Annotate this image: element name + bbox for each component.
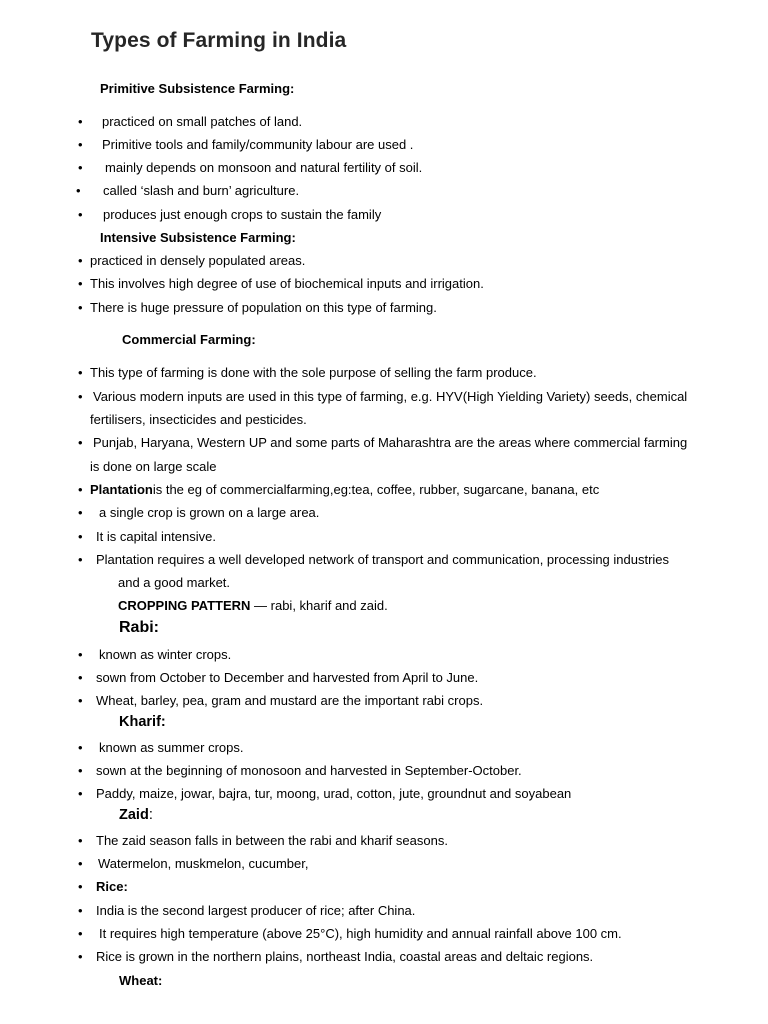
bullet-icon: • [78,529,83,544]
bullet-icon: • [78,365,83,380]
zaid-heading-colon: : [148,807,153,823]
plantation-bold: Plantation [90,482,153,497]
bullet-icon: • [78,137,83,152]
bullet-icon: • [78,763,83,778]
bullet-icon: • [78,389,83,404]
list-item-text: Watermelon, muskmelon, cucumber, [98,856,309,871]
bullet-icon: • [78,276,83,291]
bullet-icon: • [78,740,83,755]
bullet-icon: • [78,670,83,685]
list-item-text: produces just enough crops to sustain the family [103,207,382,222]
list-item-text: Primitive tools and family/community labour are used . [102,137,414,152]
cropping-pattern-rest: — rabi, kharif and zaid. [250,598,388,613]
list-item-text: It is capital intensive. [96,529,216,544]
kharif-heading: Kharif: [119,714,166,730]
zaid-heading [119,807,153,823]
bullet-icon: • [78,856,83,871]
bullet-icon: • [78,926,83,941]
list-item-text: Punjab, Haryana, Western UP and some parts of Maharashtra are the areas where commercial farming [93,435,688,450]
list-item-text: fertilisers, insecticides and pesticides. [90,412,307,427]
list-item-text: and a good market. [118,575,231,590]
page-title: Types of Farming in India [91,29,347,52]
list-item-text: is done on large scale [90,459,217,474]
wheat-heading: Wheat: [119,973,163,988]
list-item-text: known as winter crops. [99,647,232,662]
list-item-text: known as summer crops. [99,740,244,755]
bullet-icon: • [78,693,83,708]
list-item-text: This involves high degree of use of biochemical inputs and irrigation. [90,276,484,291]
bullet-icon: • [78,879,83,894]
list-item-text: sown from October to December and harvested from April to June. [96,670,479,685]
bullet-icon: • [78,207,83,222]
list-item-text: This type of farming is done with the sole purpose of selling the farm produce. [90,365,537,380]
bullet-icon: • [78,300,83,315]
primitive-heading: Primitive Subsistence Farming: [100,81,295,96]
cropping-pattern-bold: CROPPING PATTERN [118,598,251,613]
list-item-text: a single crop is grown on a large area. [99,505,320,520]
bullet-icon: • [78,647,83,662]
rice-heading: Rice: [96,879,128,894]
list-item-text: The zaid season falls in between the rabi and kharif seasons. [96,833,448,848]
bullet-icon: • [78,552,83,567]
list-item-text: India is the second largest producer of rice; after China. [96,903,416,918]
bullet-icon: • [78,786,83,801]
bullet-icon: • [78,833,83,848]
list-item-text: sown at the beginning of monosoon and harvested in September-October. [96,763,522,778]
list-item-text: mainly depends on monsoon and natural fertility of soil. [105,160,423,175]
bullet-icon: • [76,183,81,198]
zaid-heading-text: Zaid [119,807,149,823]
bullet-icon: • [78,505,83,520]
bullet-icon: • [78,482,83,497]
list-item-text: called ‘slash and burn’ agriculture. [103,183,300,198]
bullet-icon: • [78,114,83,129]
commercial-heading: Commercial Farming: [122,332,256,347]
list-item-text: Various modern inputs are used in this type of farming, e.g. HYV(High Yielding Variety) seeds, chemical [93,389,688,404]
bullet-icon: • [78,903,83,918]
list-item-text: It requires high temperature (above 25°C), high humidity and annual rainfall above 100 cm. [99,926,622,941]
list-item-text: Plantation requires a well developed network of transport and communication, processing industries [96,552,670,567]
bullet-icon: • [78,160,83,175]
list-item-text: There is huge pressure of population on this type of farming. [90,300,437,315]
bullet-icon: • [78,253,83,268]
rabi-heading: Rabi: [119,619,159,636]
list-item-text: Paddy, maize, jowar, bajra, tur, moong, urad, cotton, jute, groundnut and soyabean [96,786,572,801]
plantation-rest: is the eg of commercialfarming,eg:tea, coffee, rubber, sugarcane, banana, etc [152,482,600,497]
list-item-text: Rice is grown in the northern plains, northeast India, coastal areas and deltaic regions. [96,949,594,964]
list-item-text: practiced in densely populated areas. [90,253,306,268]
intensive-heading: Intensive Subsistence Farming: [100,230,296,245]
list-item-text: practiced on small patches of land. [102,114,303,129]
bullet-icon: • [78,435,83,450]
list-item-text: Wheat, barley, pea, gram and mustard are the important rabi crops. [96,693,484,708]
bullet-icon: • [78,949,83,964]
